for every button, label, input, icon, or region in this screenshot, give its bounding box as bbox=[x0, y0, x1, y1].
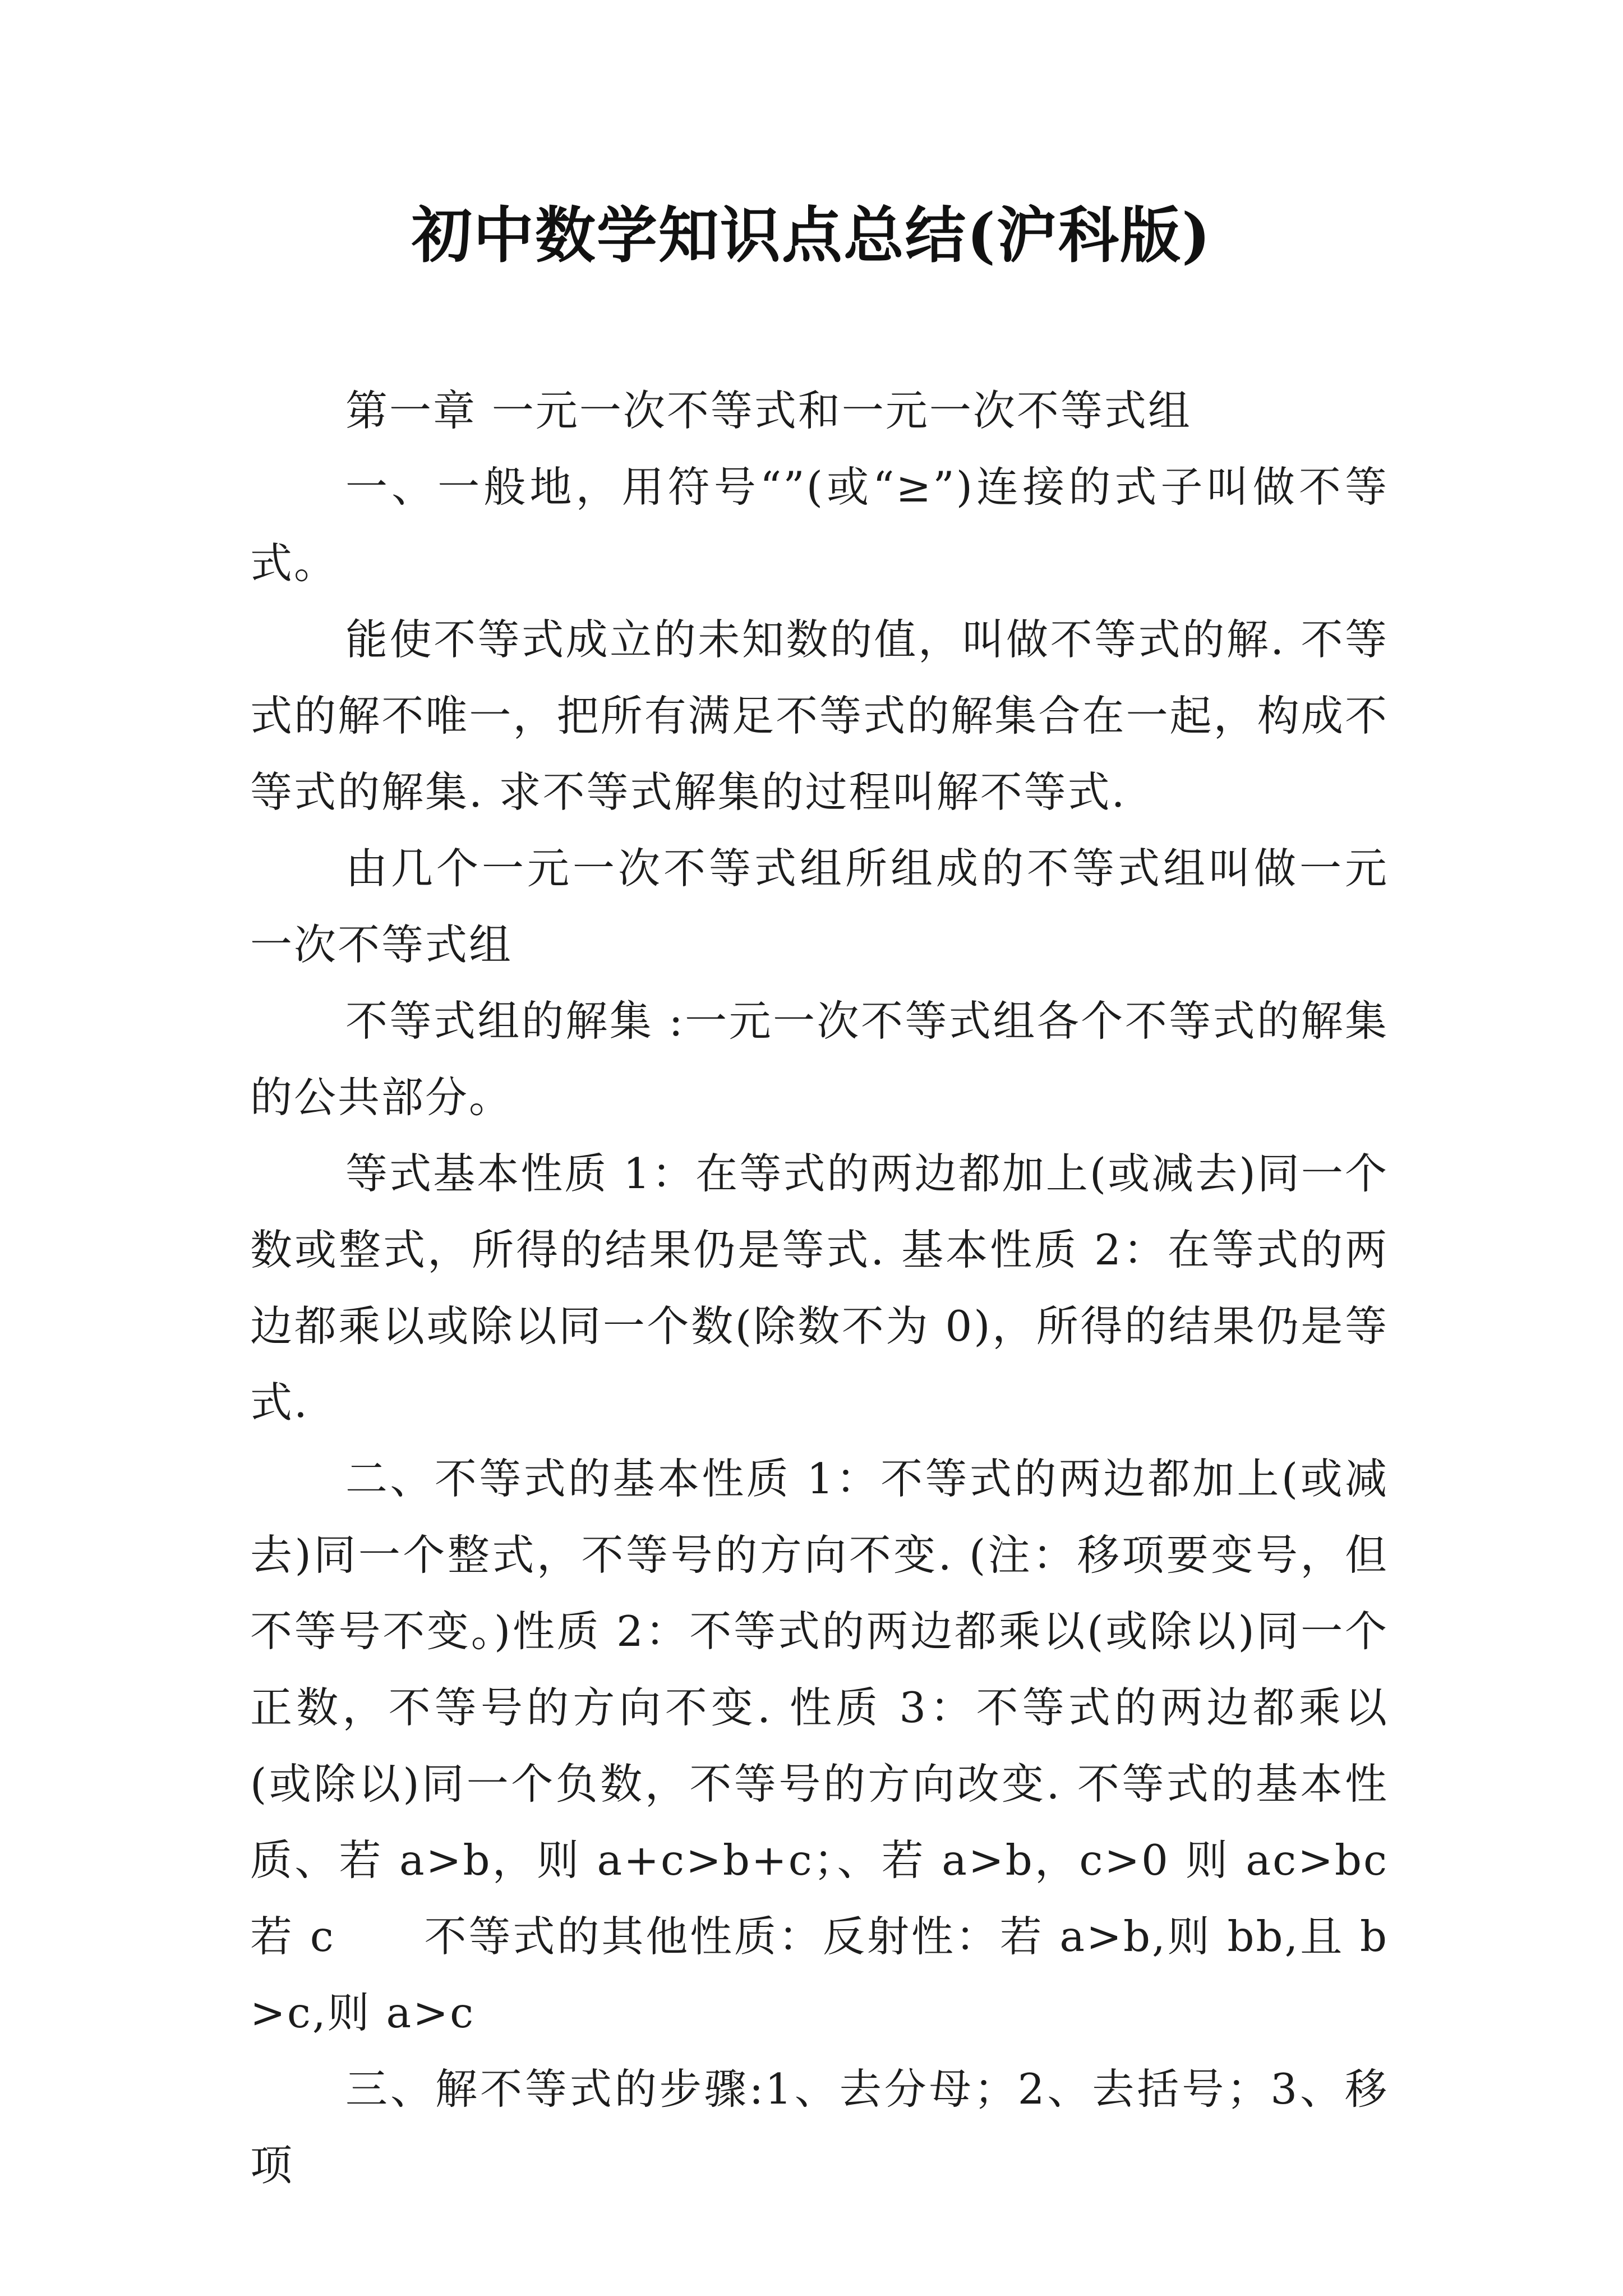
chapter-heading: 第一章 一元一次不等式和一元一次不等式组 bbox=[345, 386, 1192, 435]
paragraph: 由几个一元一次不等式组所组成的不等式组叫做一元一次不等式组 bbox=[250, 844, 1389, 969]
document-title: 初中数学知识点总结(沪科版) bbox=[411, 200, 1212, 271]
document-body bbox=[250, 372, 1389, 2203]
paragraph: 不等式组的解集 :一元一次不等式组各个不等式的解集的公共部分。 bbox=[250, 996, 1389, 1122]
paragraph: 能使不等式成立的未知数的值，叫做不等式的解. 不等式的解不唯一，把所有满足不等式的解集合在一起，构成不等式的解集. 求不等式解集的过程叫解不等式. bbox=[250, 615, 1389, 817]
paragraph: 三、解不等式的步骤:1、去分母；2、去括号；3、移项 bbox=[250, 2064, 1389, 2190]
paragraph: 等式基本性质 1：在等式的两边都加上(或减去)同一个数或整式，所得的结果仍是等式. 基本性质 2：在等式的两边都乘以或除以同一个数(除数不为 0)，所得的结果仍是等式. bbox=[250, 1149, 1389, 1427]
paragraph: 一、一般地，用符号“”(或“≥”)连接的式子叫做不等式。 bbox=[250, 462, 1389, 588]
paragraph: 二、不等式的基本性质 1：不等式的两边都加上(或减去)同一个整式，不等号的方向不变. (注：移项要变号，但不等号不变。)性质 2：不等式的两边都乘以(或除以)同一个正数，不等号的方向不变. 性质 3：不等式的两边都乘以(或除以)同一个负数，不等号的方向改变. 不等式的基本性质、若 a>b，则 a+c>b+c；、若 a>b，c>0 则 ac>bc 若 c 不等式的其他性质：反射性：若 a>b,则 bb,且 b>c,则 a>c bbox=[250, 1454, 1389, 2037]
